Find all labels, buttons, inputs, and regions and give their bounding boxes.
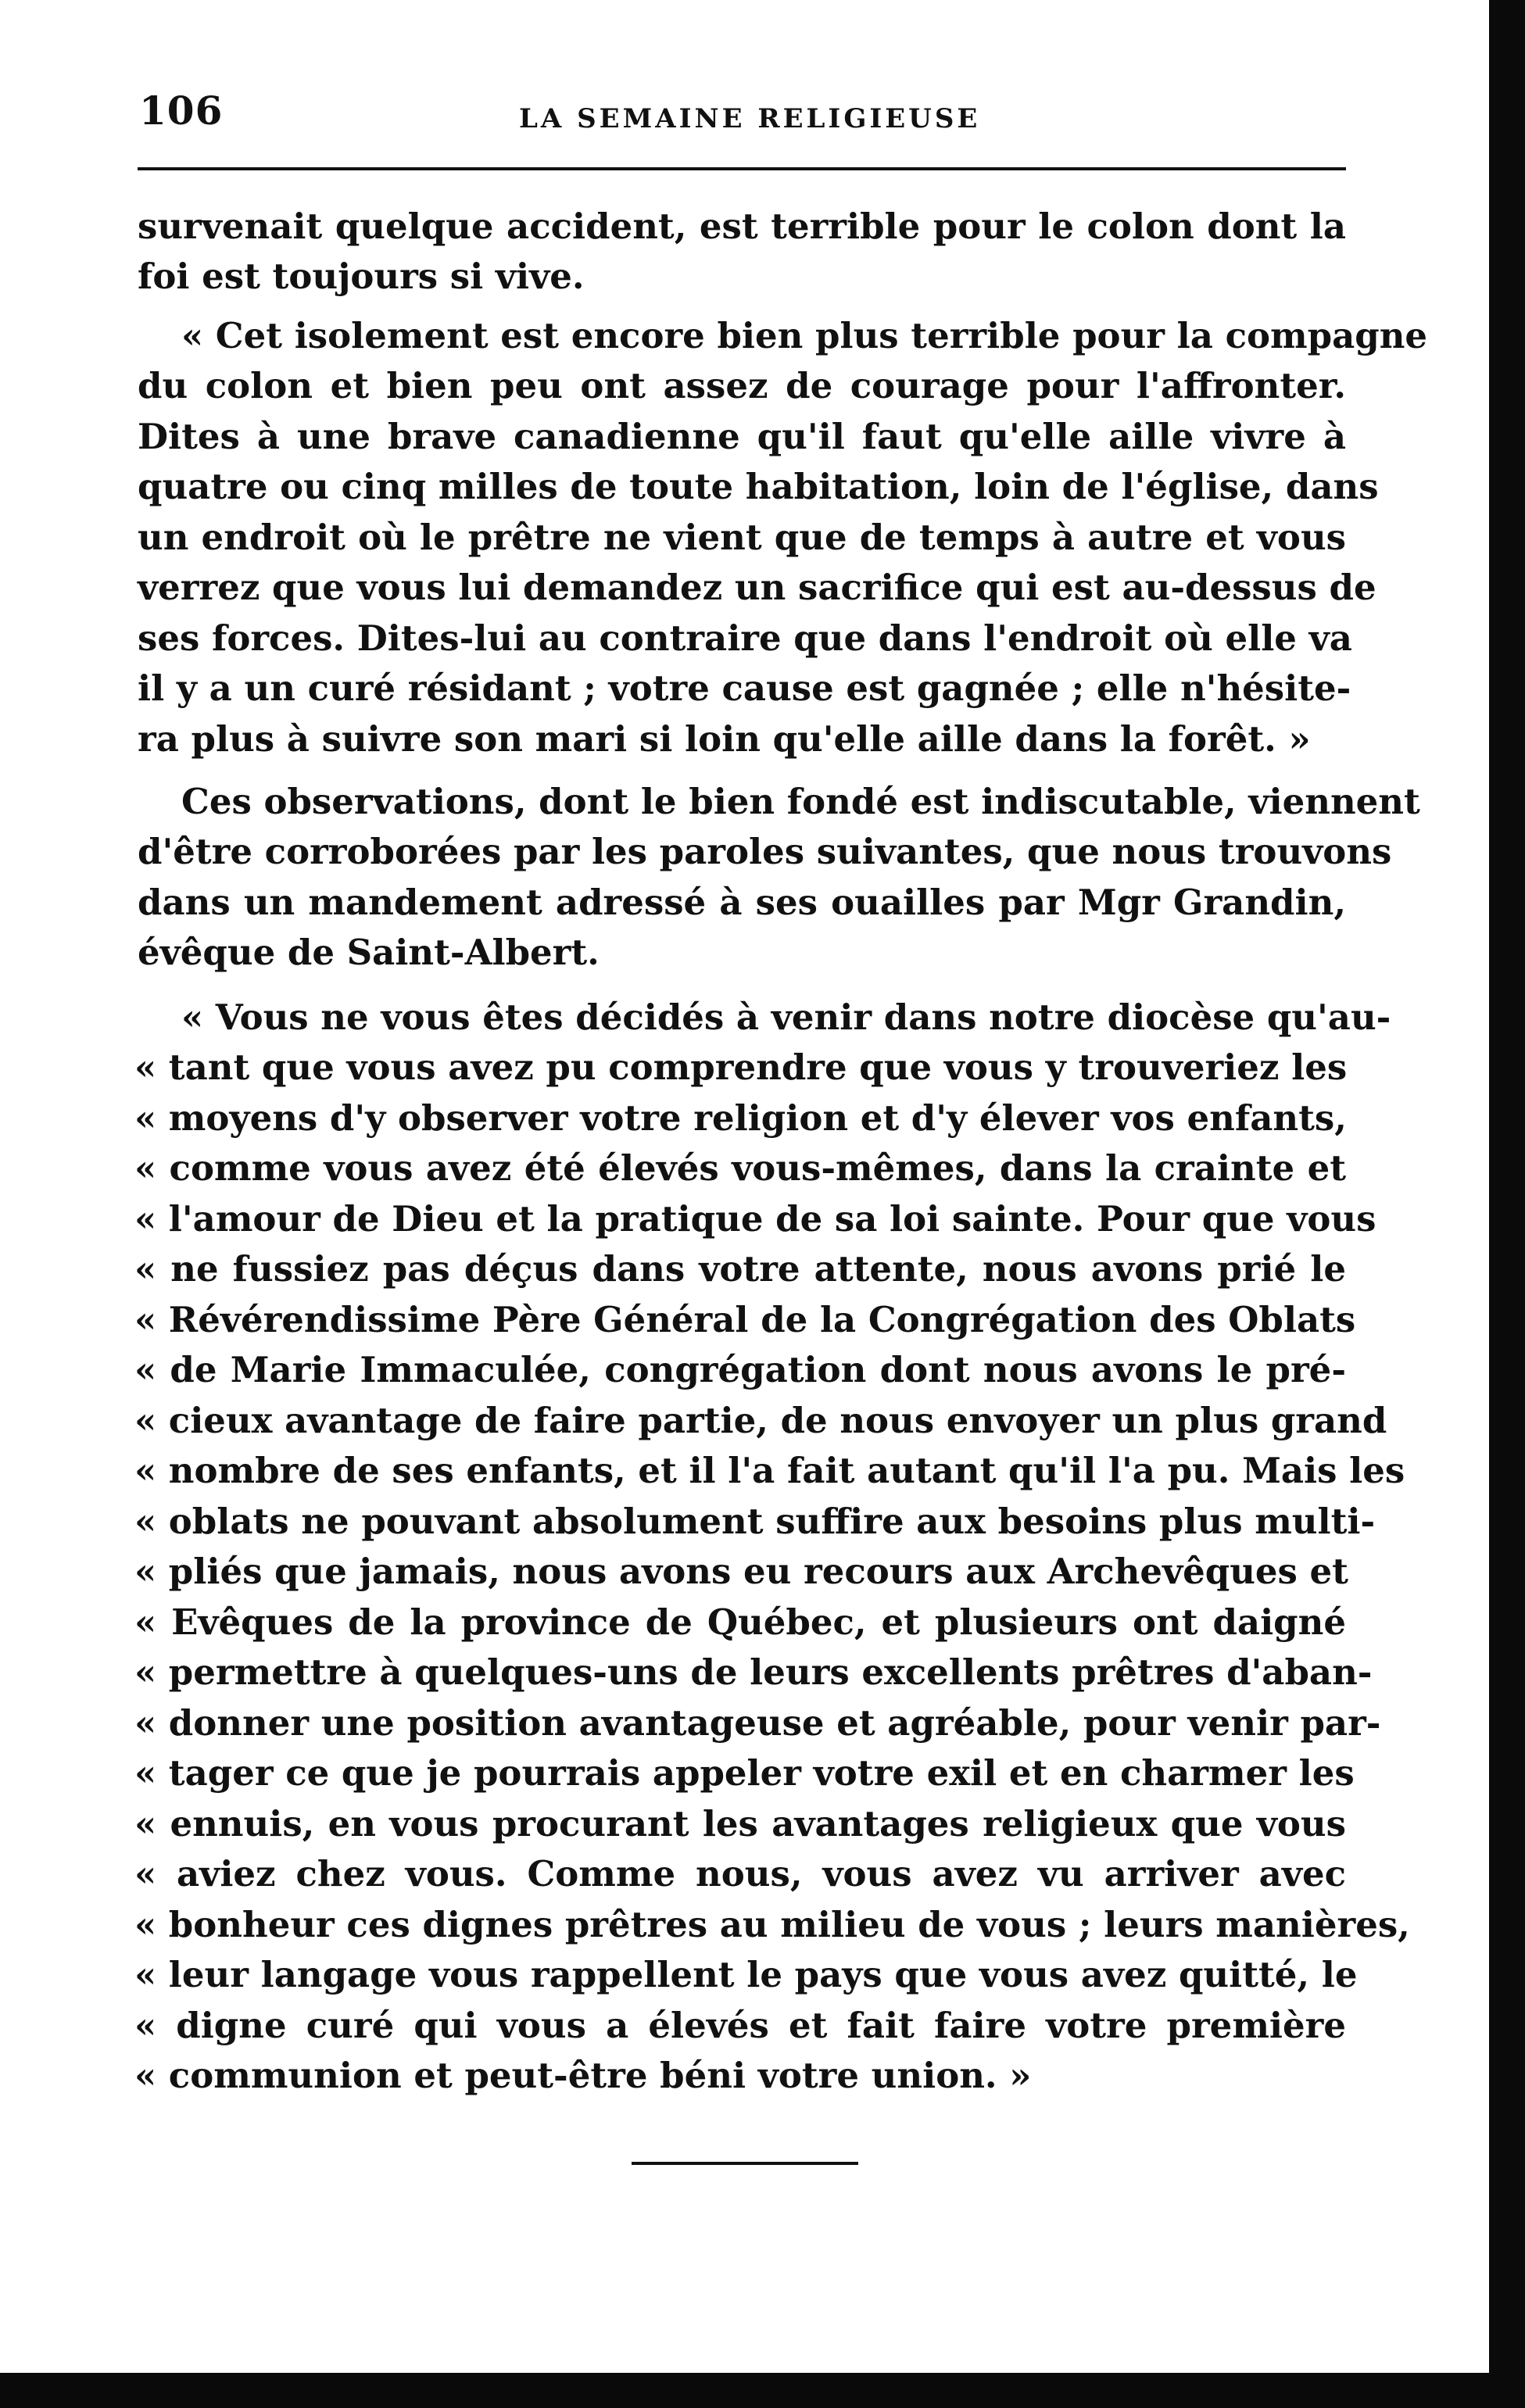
text-line: Ces observations, dont le bien fondé est indiscutable, viennent — [181, 781, 1420, 822]
quote-line: « Vous ne vous êtes décidés à venir dans notre diocèse qu'au- — [181, 996, 1391, 1038]
text-line: d'être corroborées par les paroles suivantes, que nous trouvons — [138, 831, 1392, 872]
text-line: un endroit où le prêtre ne vient que de temps à autre et vous — [138, 517, 1346, 558]
text-line: du colon et bien peu ont assez de courage pour l'affronter. — [138, 365, 1346, 406]
text-line: évêque de Saint-Albert. — [138, 932, 600, 973]
quote-line: « leur langage vous rappellent le pays que vous avez quitté, le — [134, 1954, 1358, 1995]
text-line: « Cet isolement est encore bien plus terrible pour la compagne — [181, 315, 1428, 356]
quote-line: « de Marie Immaculée, congrégation dont nous avons le pré- — [134, 1349, 1346, 1390]
page-edge-shadow-right — [1489, 0, 1525, 2408]
text-line: ra plus à suivre son mari si loin qu'elle aille dans la forêt. » — [138, 718, 1311, 760]
header-rule — [138, 167, 1346, 170]
quote-line: « cieux avantage de faire partie, de nous envoyer un plus grand — [134, 1400, 1387, 1441]
page-edge-shadow-bottom — [0, 2373, 1525, 2408]
text-line: foi est toujours si vive. — [138, 256, 585, 297]
quote-line: « moyens d'y observer votre religion et d'y élever vos enfants, — [134, 1097, 1347, 1139]
page-number: 106 — [139, 88, 224, 134]
quote-line: « communion et peut-être béni votre union. » — [134, 2055, 1032, 2096]
quote-line: « ennuis, en vous procurant les avantages religieux que vous — [134, 1803, 1346, 1844]
text-line: dans un mandement adressé à ses ouailles par Mgr Grandin, — [138, 882, 1346, 923]
quote-line: « pliés que jamais, nous avons eu recours aux Archevêques et — [134, 1551, 1348, 1592]
end-rule — [632, 2162, 858, 2165]
text-line: il y a un curé résidant ; votre cause est gagnée ; elle n'hésite- — [138, 667, 1351, 709]
quote-line: « Révérendissime Père Général de la Congrégation des Oblats — [134, 1299, 1356, 1340]
text-line: quatre ou cinq milles de toute habitation, loin de l'église, dans — [138, 466, 1379, 507]
quote-line: « tant que vous avez pu comprendre que vous y trouveriez les — [134, 1047, 1348, 1088]
quote-line: « oblats ne pouvant absolument suffire aux besoins plus multi- — [134, 1501, 1376, 1542]
text-line: verrez que vous lui demandez un sacrifice qui est au-dessus de — [138, 567, 1376, 608]
quote-line: « digne curé qui vous a élevés et fait faire votre première — [134, 2005, 1346, 2046]
quote-line: « nombre de ses enfants, et il l'a fait autant qu'il l'a pu. Mais les — [134, 1450, 1405, 1491]
text-line: survenait quelque accident, est terrible pour le colon dont la — [138, 206, 1346, 247]
quote-line: « ne fussiez pas déçus dans votre attente, nous avons prié le — [134, 1248, 1346, 1290]
quote-line: « Evêques de la province de Québec, et plusieurs ont daigné — [134, 1601, 1346, 1643]
quote-line: « l'amour de Dieu et la pratique de sa loi sainte. Pour que vous — [134, 1198, 1376, 1240]
quote-line: « aviez chez vous. Comme nous, vous avez vu arriver avec — [134, 1853, 1346, 1895]
text-line: ses forces. Dites-lui au contraire que dans l'endroit où elle va — [138, 617, 1352, 659]
running-head: LA SEMAINE RELIGIEUSE — [519, 103, 981, 134]
quote-line: « donner une position avantageuse et agréable, pour venir par- — [134, 1702, 1381, 1744]
quote-line: « tager ce que je pourrais appeler votre exil et en charmer les — [134, 1752, 1355, 1794]
quote-line: « permettre à quelques-uns de leurs excellents prêtres d'aban- — [134, 1651, 1373, 1693]
quote-line: « comme vous avez été élevés vous-mêmes, dans la crainte et — [134, 1147, 1346, 1189]
quote-line: « bonheur ces dignes prêtres au milieu de vous ; leurs manières, — [134, 1904, 1410, 1945]
text-line: Dites à une brave canadienne qu'il faut qu'elle aille vivre à — [138, 416, 1346, 457]
